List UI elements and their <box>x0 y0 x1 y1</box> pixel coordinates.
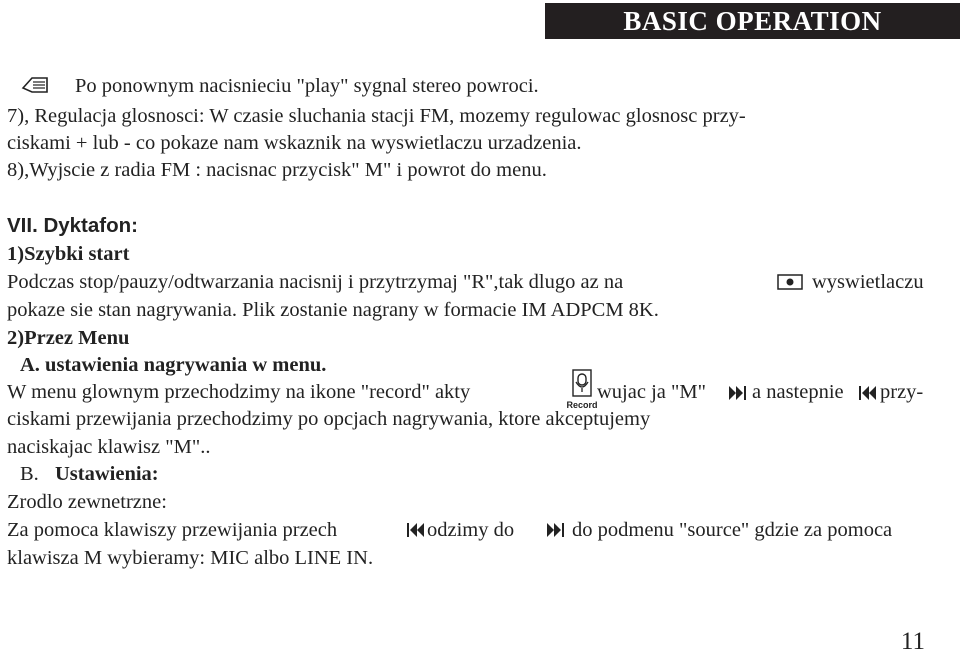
section-header: BASIC OPERATION <box>545 3 960 39</box>
text-line-source-2c: do podmenu "source" gdzie za pomoca <box>572 519 893 541</box>
text-line-source-3: klawisza M wybieramy: MIC albo LINE IN. <box>7 547 374 569</box>
subheading-b-letter: B. <box>20 463 39 485</box>
subheading-b: Ustawienia: <box>55 463 159 485</box>
text-line-menu-1b: wujac ja "M" <box>597 381 706 403</box>
subheading-via-menu: 2)Przez Menu <box>7 327 130 349</box>
section-heading: VII. Dyktafon: <box>7 214 138 237</box>
page-number: 11 <box>900 628 925 655</box>
note-line: Po ponownym nacisnieciu "play" sygnal stereo powroci. <box>75 75 539 97</box>
microphone-record-icon <box>564 368 600 410</box>
subheading-a: A. ustawienia nagrywania w menu. <box>20 354 327 376</box>
rewind-icon <box>405 522 425 538</box>
fast-forward-icon <box>546 522 566 538</box>
text-line-quick-start-1b: wyswietlaczu <box>812 271 924 293</box>
text-line-menu-2: ciskami przewijania przechodzimy po opcjach nagrywania, ktore akceptujemy <box>7 408 651 430</box>
record-screen-icon <box>777 273 803 291</box>
text-line-source: Zrodlo zewnetrzne: <box>7 491 167 513</box>
text-line-menu-1d: przy- <box>880 381 924 403</box>
text-line-exit-fm: 8),Wyjscie z radia FM : nacisnac przycisk" M" i powrot do menu. <box>7 159 547 181</box>
text-line-source-2b: odzimy do <box>427 519 515 541</box>
text-line-menu-1c: a nastepnie <box>752 381 844 403</box>
text-line-source-2: Za pomoca klawiszy przewijania przech <box>7 519 338 541</box>
subheading-quick-start: 1)Szybki start <box>7 243 130 265</box>
text-line-quick-start-2: pokaze sie stan nagrywania. Plik zostanie nagrany w formacie IM ADPCM 8K. <box>7 299 659 321</box>
text-line-volume-1: 7), Regulacja glosnosci: W czasie sluchania stacji FM, mozemy regulowac glosnosc przy- <box>7 105 746 127</box>
text-line-quick-start-1: Podczas stop/pauzy/odtwarzania nacisnij i przytrzymaj "R",tak dlugo az na <box>7 271 624 293</box>
text-line-menu-1: W menu glownym przechodzimy na ikone "record" akty <box>7 381 471 403</box>
record-icon-label: Record <box>566 400 598 410</box>
fast-forward-icon <box>728 385 748 401</box>
rewind-icon <box>857 385 877 401</box>
note-hand-icon <box>20 74 50 96</box>
text-line-volume-2: ciskami + lub - co pokaze nam wskaznik na wyswietlaczu urzadzenia. <box>7 132 582 154</box>
text-line-menu-3: naciskajac klawisz "M".. <box>7 436 211 458</box>
